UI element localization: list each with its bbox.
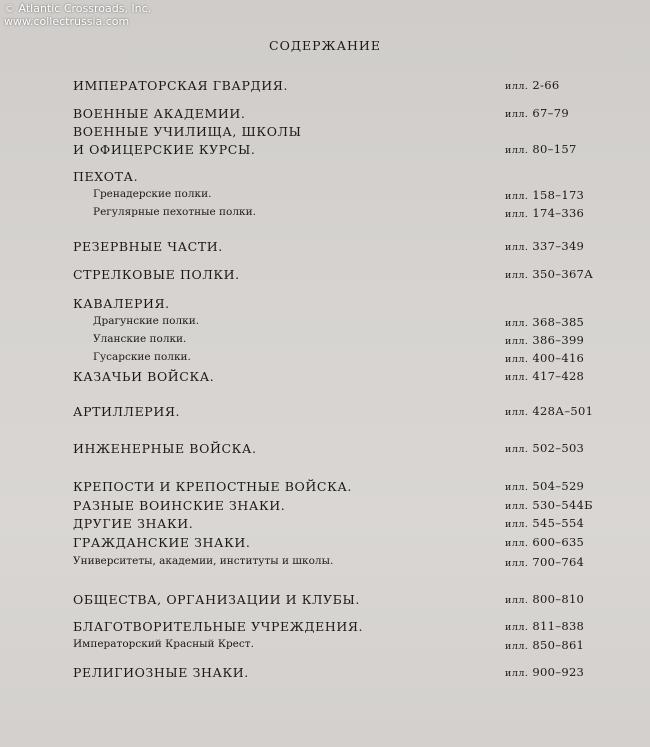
- toc-entry: [0, 315, 650, 335]
- toc-entry-illustrations: [505, 106, 569, 120]
- toc-entry-label: ОБЩЕСТВА, ОРГАНИЗАЦИИ И КЛУБЫ.: [73, 592, 360, 607]
- illustration-abbreviation: илл.: [505, 336, 529, 347]
- toc-entry-illustrations: [505, 638, 584, 652]
- toc-entry-illustrations: [505, 206, 584, 220]
- toc-entry: [0, 535, 650, 555]
- illustration-abbreviation: илл.: [505, 191, 529, 202]
- toc-entry-label: ПЕХОТА.: [73, 169, 139, 184]
- toc-entry-label: И ОФИЦЕРСКИЕ КУРСЫ.: [73, 142, 256, 157]
- illustration-range: 386–399: [532, 333, 585, 347]
- illustration-abbreviation: илл.: [505, 242, 529, 253]
- illustration-range: 400–416: [532, 351, 585, 365]
- toc-entry: [0, 404, 650, 424]
- toc-entry-illustrations: [505, 267, 593, 281]
- toc-entry-illustrations: [505, 619, 584, 633]
- toc-entry-illustrations: [505, 78, 559, 92]
- toc-entry-label: КАВАЛЕРИЯ.: [73, 296, 170, 311]
- toc-entry: [0, 188, 650, 208]
- illustration-abbreviation: илл.: [505, 270, 529, 281]
- illustration-abbreviation: илл.: [505, 558, 529, 569]
- illustration-range: 850–861: [532, 638, 585, 652]
- illustration-range: 504–529: [532, 479, 585, 493]
- illustration-abbreviation: илл.: [505, 538, 529, 549]
- toc-entry-illustrations: [505, 441, 584, 455]
- toc-entry-label: ДРУГИЕ ЗНАКИ.: [73, 516, 194, 531]
- illustration-abbreviation: илл.: [505, 372, 529, 383]
- illustration-abbreviation: илл.: [505, 318, 529, 329]
- illustration-abbreviation: илл.: [505, 641, 529, 652]
- illustration-range: 700–764: [532, 555, 585, 569]
- toc-entry: [0, 206, 650, 226]
- watermark: [4, 2, 151, 28]
- toc-entry-label: Регулярные пехотные полки.: [93, 206, 256, 218]
- toc-entry: [0, 124, 650, 144]
- toc-entry-illustrations: [505, 555, 584, 569]
- illustration-abbreviation: илл.: [505, 519, 529, 530]
- toc-entry: [0, 267, 650, 287]
- toc-entry: [0, 296, 650, 316]
- illustration-abbreviation: илл.: [505, 595, 529, 606]
- toc-entry-label: ВОЕННЫЕ УЧИЛИЩА, ШКОЛЫ: [73, 124, 302, 139]
- illustration-abbreviation: илл.: [505, 444, 529, 455]
- toc-entry: [0, 619, 650, 639]
- toc-entry-label: РАЗНЫЕ ВОИНСКИЕ ЗНАКИ.: [73, 498, 286, 513]
- watermark-url: www.collectrussia.com: [4, 15, 130, 28]
- illustration-abbreviation: илл.: [505, 81, 529, 92]
- illustration-range: 800–810: [532, 592, 585, 606]
- illustration-range: 158–173: [532, 188, 585, 202]
- toc-entry: [0, 441, 650, 461]
- illustration-range: 174–336: [532, 206, 585, 220]
- illustration-range: 530–544Б: [532, 498, 593, 512]
- toc-entry: [0, 78, 650, 98]
- toc-entry-illustrations: [505, 239, 584, 253]
- toc-entry: [0, 351, 650, 371]
- toc-entry-label: РЕЛИГИОЗНЫЕ ЗНАКИ.: [73, 665, 249, 680]
- illustration-abbreviation: илл.: [505, 407, 529, 418]
- toc-entry-label: РЕЗЕРВНЫЕ ЧАСТИ.: [73, 239, 223, 254]
- illustration-abbreviation: илл.: [505, 109, 529, 120]
- illustration-range: 2-66: [532, 78, 560, 92]
- toc-entry-label: БЛАГОТВОРИТЕЛЬНЫЕ УЧРЕЖДЕНИЯ.: [73, 619, 364, 634]
- illustration-abbreviation: илл.: [505, 482, 529, 493]
- page-title: СОДЕРЖАНИЕ: [269, 38, 381, 53]
- toc-entry-label: ГРАЖДАНСКИЕ ЗНАКИ.: [73, 535, 251, 550]
- toc-entry-illustrations: [505, 498, 593, 512]
- toc-entry-label: ИНЖЕНЕРНЫЕ ВОЙСКА.: [73, 441, 257, 456]
- illustration-range: 80–157: [532, 142, 577, 156]
- toc-entry-label: КРЕПОСТИ И КРЕПОСТНЫЕ ВОЙСКА.: [73, 479, 352, 494]
- illustration-range: 337–349: [532, 239, 585, 253]
- toc-entry-label: Гусарские полки.: [93, 351, 191, 363]
- toc-entry-illustrations: [505, 142, 577, 156]
- toc-entry-label: ВОЕННЫЕ АКАДЕМИИ.: [73, 106, 246, 121]
- illustration-abbreviation: илл.: [505, 622, 529, 633]
- illustration-range: 350–367А: [532, 267, 594, 281]
- toc-entry: [0, 106, 650, 126]
- toc-entry-illustrations: [505, 516, 584, 530]
- toc-entry-illustrations: [505, 188, 584, 202]
- toc-entry: [0, 498, 650, 518]
- toc-entry: [0, 239, 650, 259]
- toc-entry-label: КАЗАЧЬИ ВОЙСКА.: [73, 369, 215, 384]
- toc-entry-illustrations: [505, 665, 584, 679]
- illustration-range: 545–554: [532, 516, 585, 530]
- illustration-abbreviation: илл.: [505, 668, 529, 679]
- toc-entry-label: АРТИЛЛЕРИЯ.: [73, 404, 181, 419]
- toc-entry: [0, 555, 650, 575]
- toc-entry-illustrations: [505, 592, 584, 606]
- toc-entry-label: Гренадерские полки.: [93, 188, 212, 200]
- toc-entry: [0, 479, 650, 499]
- toc-entry-illustrations: [505, 479, 584, 493]
- toc-entry-label: Драгунские полки.: [93, 315, 200, 327]
- illustration-range: 600–635: [532, 535, 585, 549]
- toc-entry-illustrations: [505, 369, 584, 383]
- illustration-abbreviation: илл.: [505, 354, 529, 365]
- illustration-range: 67–79: [532, 106, 569, 120]
- toc-entry: [0, 169, 650, 189]
- toc-entry-label: Императорский Красный Крест.: [73, 638, 254, 650]
- illustration-range: 368–385: [532, 315, 585, 329]
- toc-entry-label: ИМПЕРАТОРСКАЯ ГВАРДИЯ.: [73, 78, 289, 93]
- toc-entry: [0, 333, 650, 353]
- toc-entry-illustrations: [505, 315, 584, 329]
- illustration-range: 502–503: [532, 441, 585, 455]
- toc-entry-label: СТРЕЛКОВЫЕ ПОЛКИ.: [73, 267, 240, 282]
- toc-entry-illustrations: [505, 333, 584, 347]
- illustration-range: 811–838: [532, 619, 585, 633]
- toc-entry-label: Университеты, академии, институты и школы.: [73, 555, 334, 567]
- illustration-abbreviation: илл.: [505, 501, 529, 512]
- illustration-range: 900–923: [532, 665, 585, 679]
- toc-entry-illustrations: [505, 351, 584, 365]
- toc-entry: [0, 369, 650, 389]
- illustration-range: 428А–501: [532, 404, 594, 418]
- illustration-range: 417–428: [532, 369, 585, 383]
- toc-entry: [0, 142, 650, 162]
- toc-entry-illustrations: [505, 404, 593, 418]
- illustration-abbreviation: илл.: [505, 145, 529, 156]
- watermark-copyright: © Atlantic Crossroads, Inc.: [4, 2, 152, 15]
- toc-entry: [0, 638, 650, 658]
- toc-entry-label: Уланские полки.: [93, 333, 187, 345]
- toc-entry-illustrations: [505, 535, 584, 549]
- illustration-abbreviation: илл.: [505, 209, 529, 220]
- toc-entry: [0, 516, 650, 536]
- toc-entry: [0, 592, 650, 612]
- toc-entry: [0, 665, 650, 685]
